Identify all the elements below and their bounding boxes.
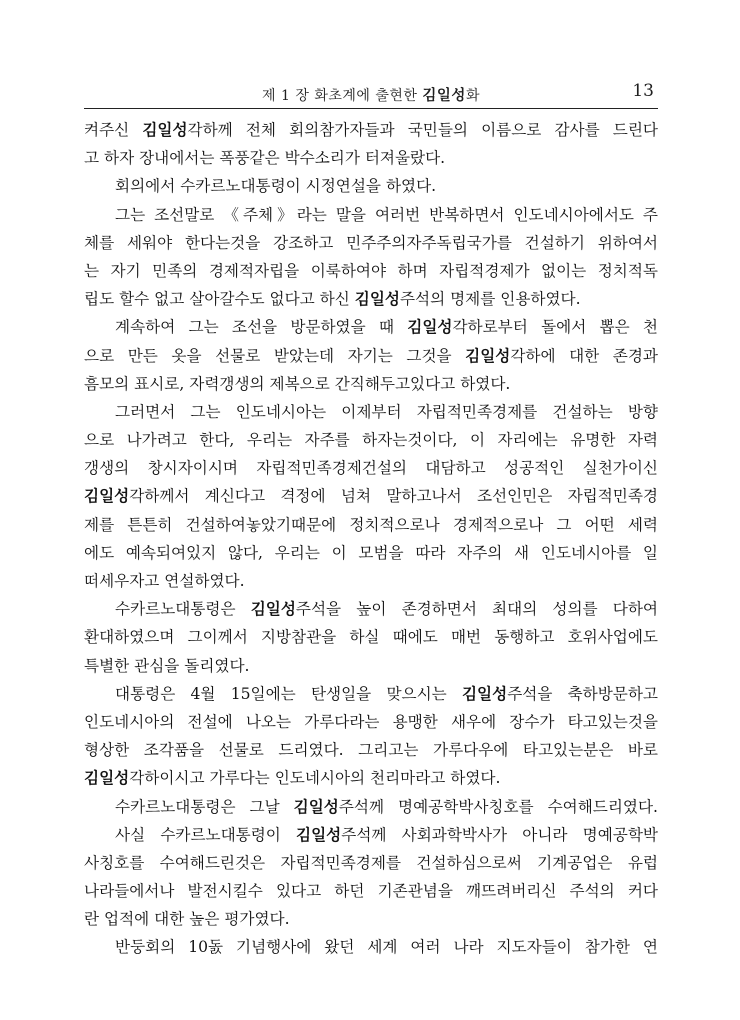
text-run: 각하께서 계신다고 격정에 넘쳐 말하고나서 조선인민은 자립적민족경 <box>129 487 658 506</box>
chapter-suffix: 화 <box>465 88 480 104</box>
text-line <box>84 144 658 172</box>
text-line <box>84 257 658 285</box>
text-line <box>84 426 658 454</box>
text-run: 대통령은 4월 15일에는 탄생일을 맞으시는 <box>115 684 462 703</box>
emphasized-name: 김일성 <box>407 318 453 337</box>
emphasized-name: 김일성 <box>293 797 339 816</box>
text-run: 각하이시고 가루다는 인도네시아의 천리마라고 하였다. <box>129 769 501 788</box>
text-line <box>84 708 658 736</box>
emphasized-name: 김일성 <box>461 684 508 703</box>
text-run: 그러면서 그는 인도네시아는 이제부터 자립적민족경제를 건설하는 방향 <box>115 402 658 421</box>
text-line <box>84 539 658 567</box>
text-run: 그는 조선말로 《주체》라는 말을 여러번 반복하면서 인도네시아에서도 주 <box>115 205 658 224</box>
text-line <box>84 482 658 510</box>
text-run: 각하께 전체 회의참가자들과 국민들의 이름으로 감사를 드린다 <box>187 121 658 139</box>
text-run: 주석을 축하방문하고 <box>507 684 658 703</box>
text-line <box>84 793 658 821</box>
text-line <box>84 172 658 200</box>
text-line <box>84 652 658 680</box>
text-line <box>84 595 658 623</box>
emphasized-name: 김일성 <box>465 346 511 365</box>
text-run: 으로 만든 옷을 선물로 받았는데 자기는 그것을 <box>84 346 466 365</box>
body-text <box>84 116 658 962</box>
text-line <box>84 567 658 595</box>
text-line <box>84 905 658 933</box>
text-run: 체를 세워야 한다는것을 강조하고 민주주의자주독립국가를 건설하기 위하여서 <box>84 233 658 252</box>
text-run: 떠세우자고 연설하였다. <box>84 572 245 590</box>
text-line <box>84 764 658 792</box>
text-run: 주석을 높이 존경하면서 최대의 성의를 다하여 <box>295 600 658 619</box>
text-line <box>84 370 658 398</box>
text-run: 특별한 관심을 돌리였다. <box>84 656 250 675</box>
text-run: 으로 나가려고 한다, 우리는 자주를 하자는것이다, 이 자리에는 유명한 자력 <box>84 431 658 450</box>
page-number: 13 <box>632 81 654 101</box>
text-line <box>84 398 658 426</box>
text-run: 고 하자 장내에서는 폭풍같은 박수소리가 터져울랐다. <box>84 149 446 168</box>
text-run: 주석의 명제를 인용하였다. <box>399 290 581 309</box>
text-run: 나라들에서나 발전시킬수 있다고 하던 기존관념을 깨뜨려버리신 주석의 커다 <box>84 882 658 901</box>
text-line <box>84 849 658 877</box>
text-line <box>84 736 658 764</box>
text-line <box>84 229 658 257</box>
text-line <box>84 511 658 539</box>
text-line <box>84 342 658 370</box>
text-line <box>84 285 658 313</box>
text-run: 에도 예속되여있지 않다, 우리는 이 모범을 따라 자주의 새 인도네시아를 일 <box>84 543 658 562</box>
text-run: 수카르노대통령은 그날 <box>115 797 294 816</box>
chapter-name: 김일성 <box>422 88 466 104</box>
emphasized-name: 김일성 <box>142 121 188 139</box>
text-line <box>84 933 658 961</box>
text-run: 제를 튼튼히 건설하여놓았기때문에 정치적으로나 경제적으로나 그 어떤 세력 <box>84 515 658 534</box>
text-run: 계속하여 그는 조선을 방문하였을 때 <box>115 318 408 337</box>
text-run: 주석께 명예공학박사칭호를 수여해드리였다. <box>338 797 658 816</box>
text-line <box>84 201 658 229</box>
emphasized-name: 김일성 <box>84 487 130 506</box>
text-run: 사실 수카르노대통령이 <box>115 825 297 844</box>
emphasized-name: 김일성 <box>250 600 296 619</box>
text-run: 각하에 대한 존경과 <box>510 346 658 365</box>
emphasized-name: 김일성 <box>354 290 400 309</box>
text-run: 주석께 사회과학박사가 아니라 명예공학박 <box>341 825 658 844</box>
text-run: 각하로부터 돌에서 뽑은 천 <box>452 318 658 337</box>
text-line <box>84 623 658 651</box>
header-divider <box>84 108 658 109</box>
text-run: 반둥회의 10돐 기념행사에 왔던 세계 여러 나라 지도자들이 참가한 연 <box>115 938 658 957</box>
text-run: 사칭호를 수여해드린것은 자립적민족경제를 건설하심으로써 기계공업은 유럽 <box>84 853 658 872</box>
text-run: 인도네시아의 전설에 나오는 가루다라는 용맹한 새우에 장수가 타고있는것을 <box>84 712 658 731</box>
text-run: 흠모의 표시로, 자력갱생의 제복으로 간직해두고있다고 하였다. <box>84 374 511 393</box>
text-line <box>84 680 658 708</box>
text-run: 란 업적에 대한 높은 평가였다. <box>84 910 290 929</box>
running-header <box>84 78 658 108</box>
text-run: 수카르노대통령은 <box>115 600 251 619</box>
text-run: 갱생의 창시자이시며 자립적민족경제건설의 대담하고 성공적인 실천가이신 <box>84 459 658 478</box>
text-line <box>84 313 658 341</box>
chapter-title <box>84 84 658 105</box>
chapter-prefix: 제 1 장 화초계에 출현한 <box>262 88 423 104</box>
text-run: 회의에서 수카르노대통령이 시정연설을 하였다. <box>115 177 437 196</box>
text-run: 립도 할수 없고 살아갈수도 없다고 하신 <box>84 290 355 309</box>
text-run: 는 자기 민족의 경제적자립을 이룩하여야 하며 자립적경제가 없이는 정치적독 <box>84 261 658 280</box>
emphasized-name: 김일성 <box>84 769 130 788</box>
text-run: 켜주신 <box>84 121 143 139</box>
text-run: 형상한 조각품을 선물로 드리였다. 그리고는 가루다우에 타고있는분은 바로 <box>84 741 658 760</box>
text-line <box>84 116 658 144</box>
text-line <box>84 821 658 849</box>
text-line <box>84 454 658 482</box>
text-run: 환대하였으며 그이께서 지방참관을 하실 때에도 매번 동행하고 호위사업에도 <box>84 628 658 647</box>
text-line <box>84 877 658 905</box>
emphasized-name: 김일성 <box>296 825 342 844</box>
